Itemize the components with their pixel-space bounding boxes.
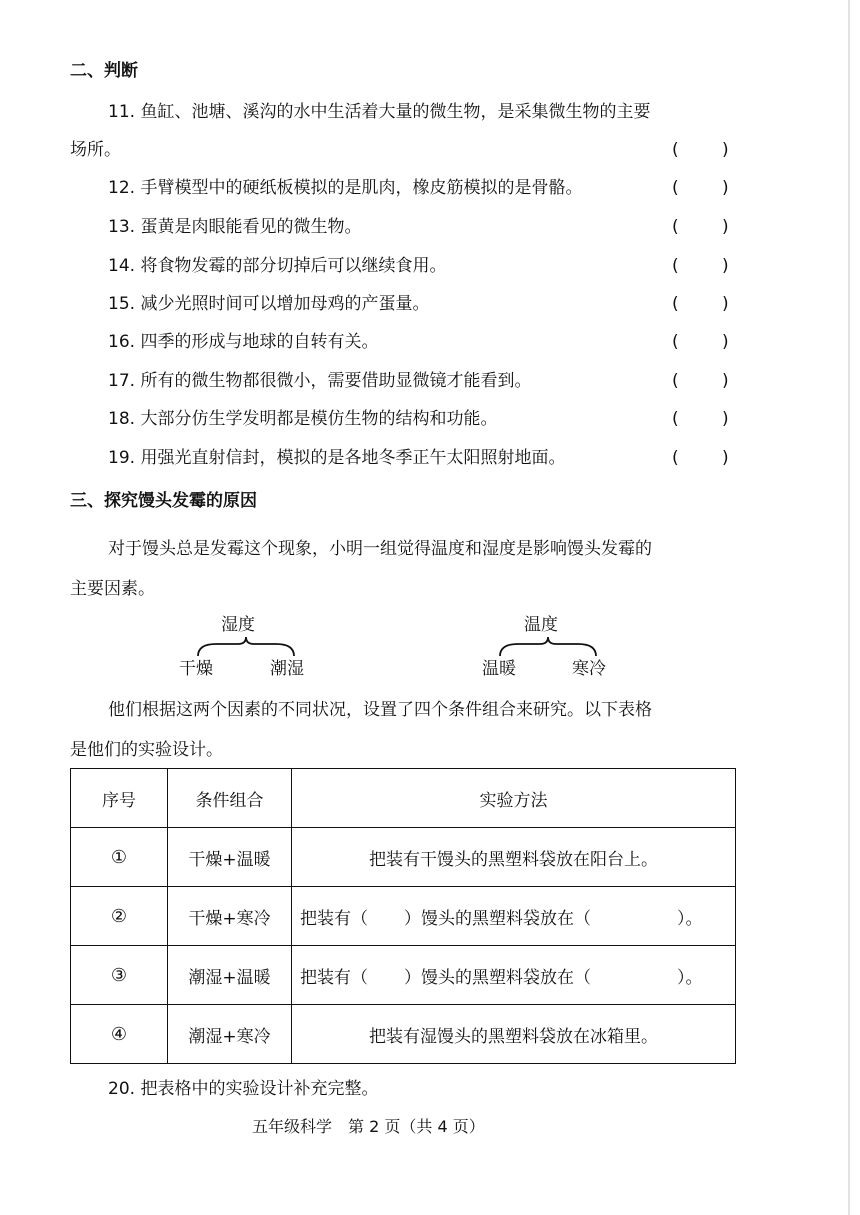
answer-paren-open: ( [672, 332, 679, 352]
question-14: 14. 将食物发霉的部分切掉后可以继续食用。 [108, 256, 447, 276]
method-part-b: ）馒头的黑塑料袋放在（ [404, 908, 591, 929]
row-condition: 潮湿+寒冷 [168, 1005, 292, 1064]
warm-label: 温暖 [482, 659, 516, 679]
answer-paren-close: ) [722, 294, 729, 314]
temperature-label: 温度 [524, 615, 558, 635]
para-line2: 是他们的实验设计。 [70, 740, 223, 760]
answer-paren-close: ) [722, 448, 729, 468]
table-row [71, 946, 736, 1005]
header-condition: 条件组合 [168, 769, 292, 828]
answer-paren-close: ) [722, 217, 729, 237]
row-method: 把装有湿馒头的黑塑料袋放在冰箱里。 [292, 1005, 736, 1064]
answer-paren-open: ( [672, 256, 679, 276]
method-part-c: ）。 [677, 967, 703, 988]
humidity-label: 湿度 [221, 615, 255, 635]
answer-paren-close: ) [722, 256, 729, 276]
answer-paren-open: ( [672, 140, 679, 160]
page-edge [848, 0, 850, 1215]
section3-heading: 三、探究馒头发霉的原因 [70, 491, 257, 511]
question-12: 12. 手臂模型中的硬纸板模拟的是肌肉，橡皮筋模拟的是骨骼。 [108, 178, 583, 198]
temperature-brace [498, 636, 598, 660]
question-15: 15. 减少光照时间可以增加母鸡的产蛋量。 [108, 294, 430, 314]
row-number: ② [71, 887, 168, 946]
question-19: 19. 用强光直射信封，模拟的是各地冬季正午太阳照射地面。 [108, 448, 566, 468]
experiment-table [70, 768, 736, 1064]
humidity-brace [196, 636, 296, 660]
answer-paren-close: ) [722, 332, 729, 352]
answer-paren-close: ) [722, 371, 729, 391]
answer-paren-open: ( [672, 448, 679, 468]
question-11-line1: 11. 鱼缸、池塘、溪沟的水中生活着大量的微生物，是采集微生物的主要 [108, 102, 651, 122]
row-method [292, 946, 736, 1005]
row-condition: 干燥+温暖 [168, 828, 292, 887]
method-part-b: ）馒头的黑塑料袋放在（ [404, 967, 591, 988]
header-method: 实验方法 [292, 769, 736, 828]
intro-line1: 对于馒头总是发霉这个现象，小明一组觉得温度和湿度是影响馒头发霉的 [108, 539, 652, 559]
table-row [71, 828, 736, 887]
method-part-a: 把装有（ [300, 967, 368, 988]
question-17: 17. 所有的微生物都很微小，需要借助显微镜才能看到。 [108, 371, 532, 391]
row-number: ④ [71, 1005, 168, 1064]
answer-paren-open: ( [672, 294, 679, 314]
row-number: ① [71, 828, 168, 887]
question-11-line2: 场所。 [70, 140, 121, 160]
answer-paren-open: ( [672, 409, 679, 429]
dry-label: 干燥 [179, 659, 213, 679]
header-seq: 序号 [71, 769, 168, 828]
question-13: 13. 蛋黄是肉眼能看见的微生物。 [108, 217, 362, 237]
answer-paren-close: ) [722, 178, 729, 198]
row-condition: 潮湿+温暖 [168, 946, 292, 1005]
answer-paren-open: ( [672, 217, 679, 237]
answer-paren-open: ( [672, 178, 679, 198]
answer-paren-close: ) [722, 409, 729, 429]
answer-paren-close: ) [722, 140, 729, 160]
question-20: 20. 把表格中的实验设计补充完整。 [108, 1079, 379, 1099]
table-row [71, 1005, 736, 1064]
row-condition: 干燥+寒冷 [168, 887, 292, 946]
question-18: 18. 大部分仿生学发明都是模仿生物的结构和功能。 [108, 409, 498, 429]
question-16: 16. 四季的形成与地球的自转有关。 [108, 332, 379, 352]
wet-label: 潮湿 [270, 659, 304, 679]
row-method: 把装有干馒头的黑塑料袋放在阳台上。 [292, 828, 736, 887]
table-row [71, 887, 736, 946]
para-line1: 他们根据这两个因素的不同状况，设置了四个条件组合来研究。以下表格 [108, 700, 652, 720]
intro-line2: 主要因素。 [70, 579, 155, 599]
page-footer: 五年级科学 第 2 页（共 4 页） [252, 1117, 485, 1136]
method-part-a: 把装有（ [300, 908, 368, 929]
row-method [292, 887, 736, 946]
cold-label: 寒冷 [572, 659, 606, 679]
table-header-row [71, 769, 736, 828]
method-part-c: ）。 [677, 908, 703, 929]
row-number: ③ [71, 946, 168, 1005]
section2-heading: 二、判断 [70, 61, 138, 81]
answer-paren-open: ( [672, 371, 679, 391]
